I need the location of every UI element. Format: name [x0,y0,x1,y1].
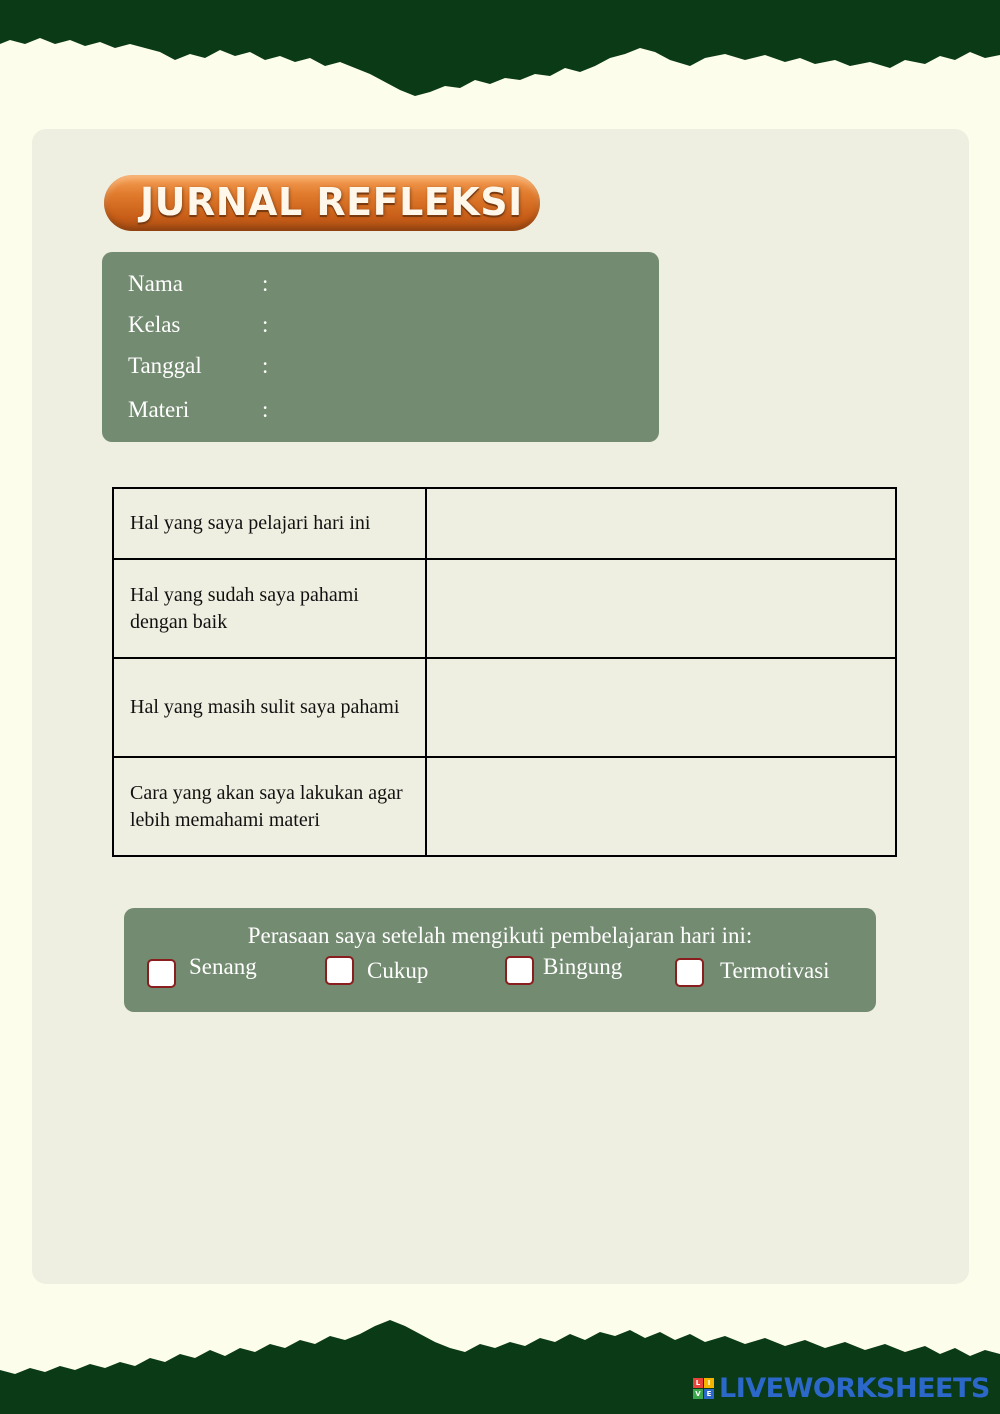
checkbox[interactable] [505,956,534,985]
option-label: Bingung [543,954,623,979]
info-label: Kelas [128,312,181,337]
logo-letter-i: I [704,1378,714,1388]
checkbox[interactable] [325,956,354,985]
question-cell: Cara yang akan saya lakukan agar lebih memahami materi [113,757,426,856]
torn-paper-top-border [0,0,1000,110]
checkbox[interactable] [675,958,704,987]
answer-cell[interactable] [426,658,896,757]
logo-letter-v: V [693,1389,703,1399]
option-label: Termotivasi [720,958,830,983]
table-row [113,757,896,856]
answer-cell[interactable] [426,488,896,559]
table-row [113,559,896,658]
table-row [113,488,896,559]
liveworksheets-logo-icon [693,1378,715,1400]
question-cell: Hal yang sudah saya pahami dengan baik [113,559,426,658]
table-row [113,658,896,757]
checkbox[interactable] [147,959,176,988]
answer-cell[interactable] [426,757,896,856]
logo-letter-l: L [693,1378,703,1388]
page-title: JURNAL REFLEKSI [140,180,523,224]
option-label: Senang [189,954,257,979]
question-cell: Hal yang saya pelajari hari ini [113,488,426,559]
logo-letter-e: E [704,1389,714,1399]
info-colon: : [262,312,269,337]
watermark-text: LIVEWORKSHEETS [719,1373,990,1404]
answer-cell[interactable] [426,559,896,658]
info-colon: : [262,353,269,378]
info-colon: : [262,271,269,296]
info-label: Nama [128,271,183,296]
info-label: Materi [128,397,190,422]
info-colon: : [262,397,269,422]
feelings-prompt: Perasaan saya setelah mengikuti pembelajaran hari ini: [247,923,753,948]
info-label: Tanggal [128,353,202,378]
option-label: Cukup [367,958,429,983]
reflection-table [112,487,897,857]
question-cell: Hal yang masih sulit saya pahami [113,658,426,757]
